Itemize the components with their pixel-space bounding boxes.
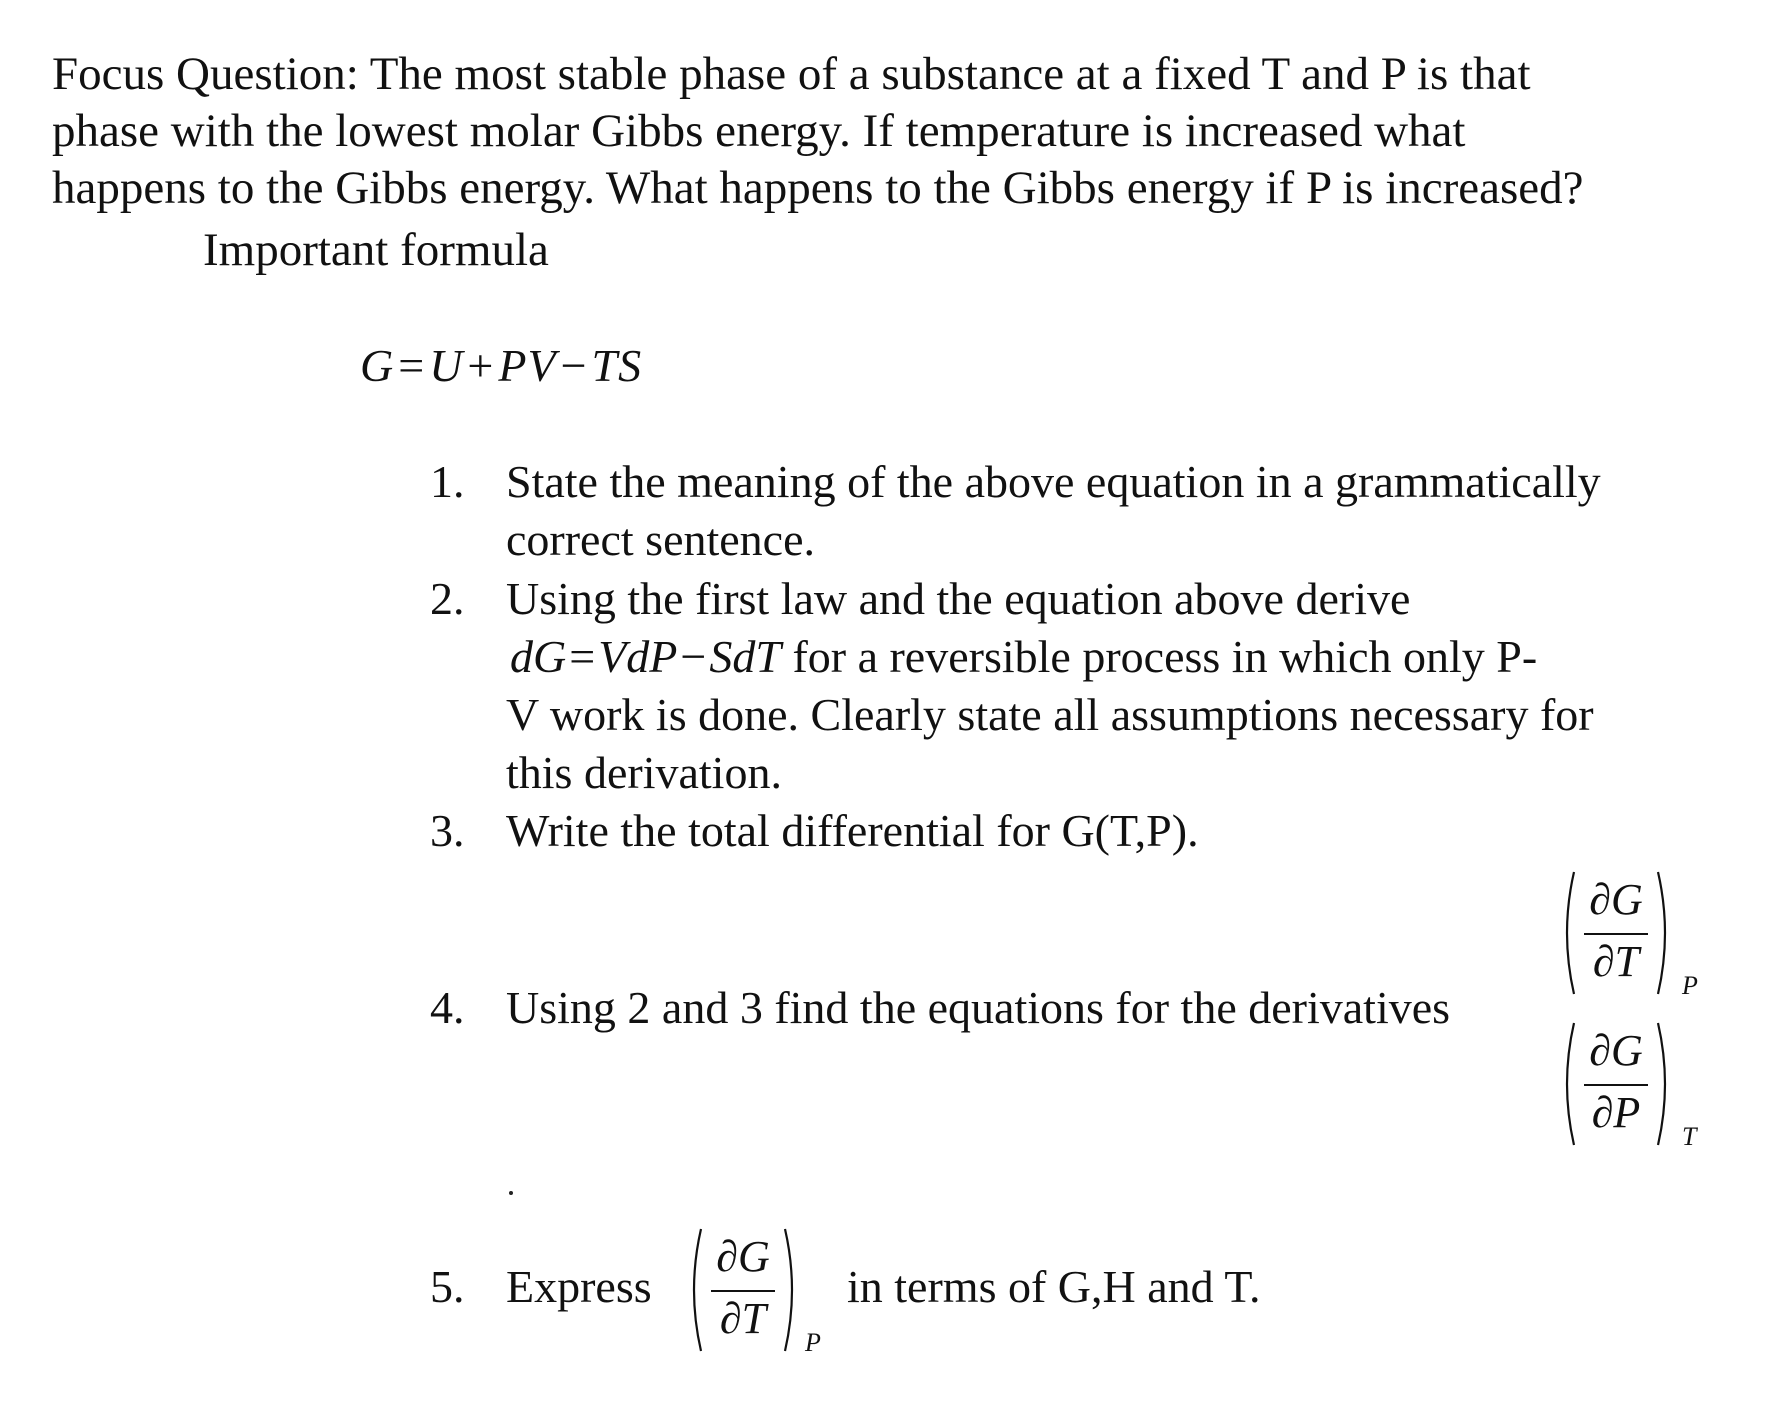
important-formula-label: Important formula	[203, 224, 549, 276]
derivative-denominator: ∂P	[1591, 1088, 1641, 1137]
derivative-numerator: ∂G	[1589, 1026, 1643, 1075]
right-paren-icon	[781, 1225, 803, 1355]
left-paren-icon	[683, 1225, 705, 1355]
differential-equation-term: VdP	[598, 631, 678, 682]
focus-question-line: Focus Question: The most stable phase of a substance at a fixed T and P is that	[52, 48, 1531, 100]
differential-equation-minus: −	[680, 631, 707, 682]
item-1-line: State the meaning of the above equation in a grammatically	[506, 456, 1601, 507]
derivative-numerator: ∂G	[1589, 875, 1643, 924]
right-paren-icon	[1654, 1019, 1676, 1149]
item-2-line-rest: for a reversible process in which only P-	[780, 631, 1538, 682]
formula-operator: −	[560, 340, 588, 391]
formula-term: PV	[498, 340, 557, 391]
gibbs-formula	[360, 338, 642, 394]
left-paren-icon	[1556, 1019, 1578, 1149]
item-5-number: 5.	[430, 1261, 465, 1312]
focus-question-line: phase with the lowest molar Gibbs energy. If temperature is increased what	[52, 105, 1466, 157]
fraction-bar	[1584, 1084, 1648, 1086]
item-1-number: 1.	[430, 456, 465, 507]
item-2-line: Using the first law and the equation above derive	[506, 573, 1411, 624]
item-5-suffix: in terms of G,H and T.	[847, 1261, 1261, 1312]
item-5-prefix: Express	[506, 1261, 652, 1312]
item-4-line: Using 2 and 3 find the equations for the derivatives	[506, 982, 1451, 1033]
formula-equals: =	[398, 340, 426, 391]
differential-equation-term: SdT	[709, 631, 781, 682]
formula-operator: +	[467, 340, 495, 391]
partial-derivative-dG-dT-P	[1556, 868, 1706, 1003]
item-1-line: correct sentence.	[506, 514, 816, 565]
formula-term: TS	[591, 340, 643, 391]
derivative-subscript: T	[1682, 1122, 1697, 1151]
right-paren-icon	[1654, 868, 1676, 998]
fraction-bar	[1584, 933, 1648, 935]
differential-equation-lhs: dG	[510, 631, 567, 682]
left-paren-icon	[1556, 868, 1578, 998]
fraction-bar	[711, 1290, 775, 1292]
differential-equation-equals: =	[569, 631, 596, 682]
focus-question	[52, 46, 1752, 217]
focus-question-line: happens to the Gibbs energy. What happens to the Gibbs energy if P is increased?	[52, 162, 1584, 214]
derivative-denominator: ∂T	[1592, 937, 1640, 986]
formula-term: U	[429, 340, 464, 391]
derivative-numerator: ∂G	[716, 1232, 770, 1281]
formula-lhs: G	[360, 340, 395, 391]
derivative-denominator: ∂T	[719, 1294, 767, 1343]
item-4-number: 4.	[430, 982, 465, 1033]
derivative-subscript: P	[805, 1328, 821, 1357]
derivative-subscript: P	[1682, 971, 1698, 1000]
item-3-number: 3.	[430, 805, 465, 856]
item-2-line: V work is done. Clearly state all assumptions necessary for	[506, 689, 1594, 740]
item-2-math-line	[510, 628, 1537, 685]
item-2-number: 2.	[430, 573, 465, 624]
partial-derivative-dG-dP-T	[1556, 1019, 1706, 1154]
item-3-line: Write the total differential for G(T,P).	[506, 805, 1199, 856]
stray-dot	[509, 1191, 513, 1195]
partial-derivative-dG-dT-P	[683, 1225, 833, 1360]
item-2-line: this derivation.	[506, 747, 782, 798]
